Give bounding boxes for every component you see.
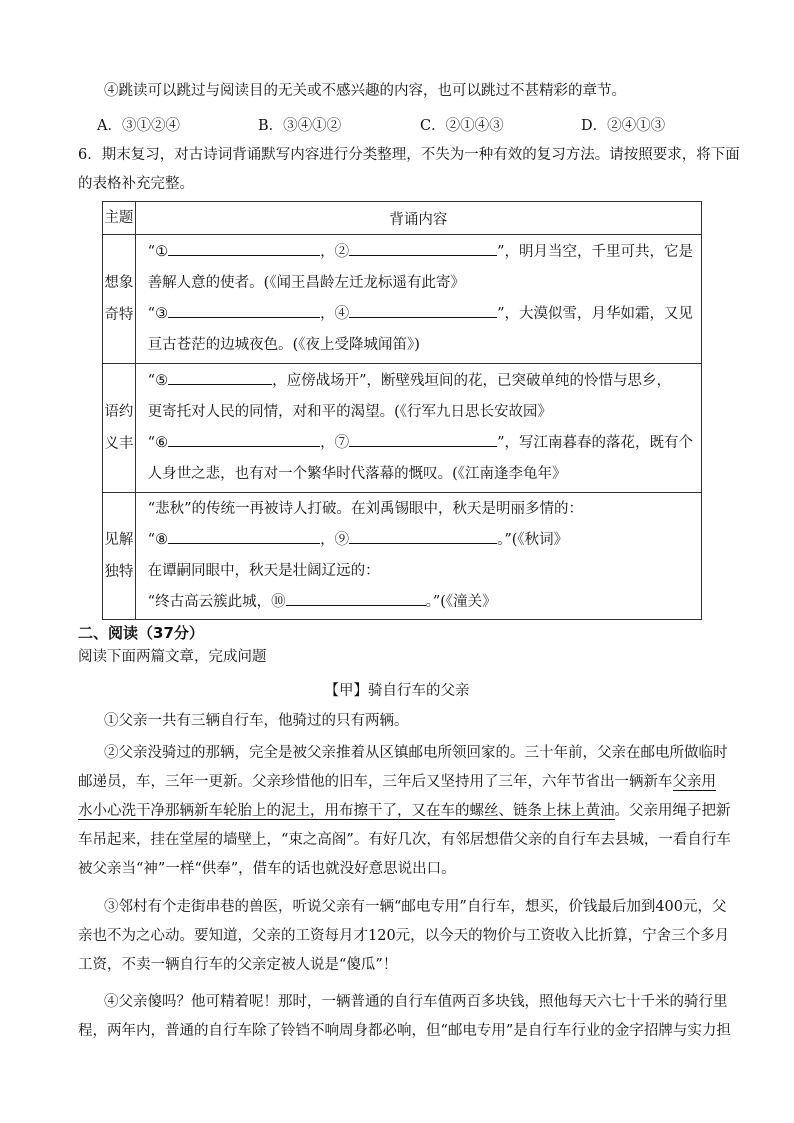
poem-text: ”，明月当空，千里可共，它是 bbox=[497, 244, 693, 260]
answer-options bbox=[97, 114, 717, 134]
header-theme: 主题 bbox=[103, 202, 136, 235]
content-imagination bbox=[135, 235, 701, 364]
section-heading: 二、阅读（37分） bbox=[78, 624, 204, 642]
theme-imagination bbox=[103, 235, 136, 364]
option-a[interactable]: A．③①②④ bbox=[97, 118, 180, 134]
content-unique-view bbox=[135, 493, 701, 620]
blank-1[interactable] bbox=[168, 240, 320, 256]
article-paragraph-2-line: 车吊起来，挂在堂屋的墙壁上，“束之高阁”。有好几次，有邻居想借父亲的自行车去县城，一看自行车 bbox=[78, 832, 731, 848]
blank-2[interactable] bbox=[349, 240, 497, 256]
header-content: 背诵内容 bbox=[135, 202, 701, 235]
table-row-concise bbox=[103, 364, 702, 493]
option-b[interactable]: B．③④①② bbox=[258, 118, 342, 134]
blank-6[interactable] bbox=[168, 431, 320, 447]
blank-3[interactable] bbox=[168, 302, 320, 318]
blank-5[interactable] bbox=[168, 369, 272, 385]
poem-text: 更寄托对人民的同情，对和平的渴望。(《行军九日思长安故园》 bbox=[147, 404, 553, 420]
poem-text: 亘古苍茫的边城夜色。(《夜上受降城闻笛》) bbox=[147, 337, 420, 353]
article-paragraph-3: ③邻村有个走街串巷的兽医，听说父亲有一辆“邮电专用”自行车，想买，价钱最后加到400元，父 bbox=[104, 899, 727, 915]
theme-word: 想象 bbox=[104, 275, 134, 291]
blank-9[interactable] bbox=[349, 528, 497, 544]
article-text: 。父亲用绳子把新 bbox=[614, 803, 731, 819]
poem-text: “③ bbox=[147, 306, 169, 322]
theme-word: 语约 bbox=[104, 404, 134, 420]
theme-unique-view bbox=[103, 493, 136, 620]
article-paragraph-2-line bbox=[78, 801, 738, 821]
poem-text: ，⑦ bbox=[320, 435, 350, 451]
poem-text: “⑥ bbox=[147, 435, 169, 451]
poetry-table bbox=[102, 201, 702, 620]
underlined-text: 父亲用 bbox=[672, 774, 716, 790]
poem-text: ，② bbox=[320, 244, 350, 260]
poem-text: ，⑨ bbox=[320, 532, 350, 548]
article-paragraph-4-line: 程，两年内，普通的自行车除了铃铛不响周身都必响，但“邮电专用”是自行车行业的金字招牌与实力担 bbox=[78, 1023, 731, 1039]
blank-7[interactable] bbox=[349, 431, 497, 447]
article-paragraph-3-line: 工资，不卖一辆自行车的父亲定被人说是“傻瓜”！ bbox=[78, 957, 398, 973]
reading-instruction: 阅读下面两篇文章，完成问题 bbox=[78, 649, 267, 665]
poem-text: “⑤ bbox=[147, 373, 169, 389]
poem-text: 。”(《秋词》 bbox=[497, 532, 569, 548]
poem-text: 人身世之悲，也有对一个繁华时代落幕的慨叹。(《江南逢李龟年》 bbox=[147, 466, 567, 482]
article-text: 邮递员，车，三年一更新。父亲珍惜他的旧车，三年后又坚持用了三年，六年节省出一辆新车 bbox=[78, 774, 673, 790]
blank-8[interactable] bbox=[168, 528, 320, 544]
reading-method-4: ④跳读可以跳过与阅读目的无关或不感兴趣的内容，也可以跳过不甚精彩的章节。 bbox=[104, 83, 626, 99]
poem-text: ，④ bbox=[320, 306, 350, 322]
table-header-row bbox=[103, 202, 702, 235]
article-title: 【甲】骑自行车的父亲 bbox=[324, 683, 470, 699]
poem-text: “⑧ bbox=[147, 532, 169, 548]
poem-text: ，应傍战场开”，断壁残垣间的花，已突破单纯的怜惜与思乡， bbox=[272, 373, 671, 389]
blank-10[interactable] bbox=[286, 590, 426, 606]
article-paragraph-1: ①父亲一共有三辆自行车，他骑过的只有两辆。 bbox=[104, 713, 409, 729]
poem-text: 。”(《潼关》 bbox=[425, 594, 497, 610]
question-6-text: 6．期末复习，对古诗词背诵默写内容进行分类整理，不失为一种有效的复习方法。请按照要求，将下面 bbox=[78, 147, 740, 163]
article-paragraph-3-line: 亲也不为之心动。要知道，父亲的工资每月才120元，以今天的物价与工资收入比折算，宁舍三个多月 bbox=[78, 928, 730, 944]
blank-4[interactable] bbox=[349, 302, 497, 318]
theme-word: 奇特 bbox=[104, 307, 134, 323]
theme-word: 见解 bbox=[104, 532, 134, 548]
poem-text: “终古高云簇此城，⑩ bbox=[147, 594, 286, 610]
underlined-text: 水小心洗干净那辆新车轮胎上的泥土，用布擦干了，又在车的螺丝、链条上抹上黄油 bbox=[78, 803, 615, 819]
article-paragraph-2-line: 被父亲当“神”一样“供奉”，借车的话也就没好意思说出口。 bbox=[78, 861, 456, 877]
content-concise bbox=[135, 364, 701, 493]
poem-text: ”，写江南暮春的落花，既有个 bbox=[497, 435, 693, 451]
poem-text: 善解人意的使者。(《闻王昌龄左迁龙标遥有此寄》 bbox=[147, 275, 466, 291]
article-paragraph-2: ②父亲没骑过的那辆，完全是被父亲推着从区镇邮电所领回家的。三十年前，父亲在邮电所做临时 bbox=[104, 745, 728, 761]
theme-concise bbox=[103, 364, 136, 493]
poem-text: “① bbox=[147, 244, 169, 260]
question-6-text-cont: 的表格补充完整。 bbox=[78, 176, 194, 192]
poem-text: 在谭嗣同眼中，秋天是壮阔辽远的： bbox=[147, 563, 380, 579]
option-c[interactable]: C．②①④③ bbox=[420, 118, 504, 134]
option-d[interactable]: D．②④①③ bbox=[581, 118, 666, 134]
poem-text: “悲秋”的传统一再被诗人打破。在刘禹锡眼中，秋天是明丽多情的： bbox=[147, 501, 583, 517]
theme-word: 义丰 bbox=[104, 436, 134, 452]
article-paragraph-2-line bbox=[78, 772, 738, 792]
table-row-imagination bbox=[103, 235, 702, 364]
article-paragraph-4: ④父亲傻吗？他可精着呢！那时，一辆普通的自行车值两百多块钱，照他每天六七十千米的骑行里 bbox=[104, 994, 728, 1010]
poem-text: ”，大漠似雪，月华如霜，又见 bbox=[497, 306, 693, 322]
theme-word: 独特 bbox=[104, 564, 134, 580]
table-row-unique-view bbox=[103, 493, 702, 620]
